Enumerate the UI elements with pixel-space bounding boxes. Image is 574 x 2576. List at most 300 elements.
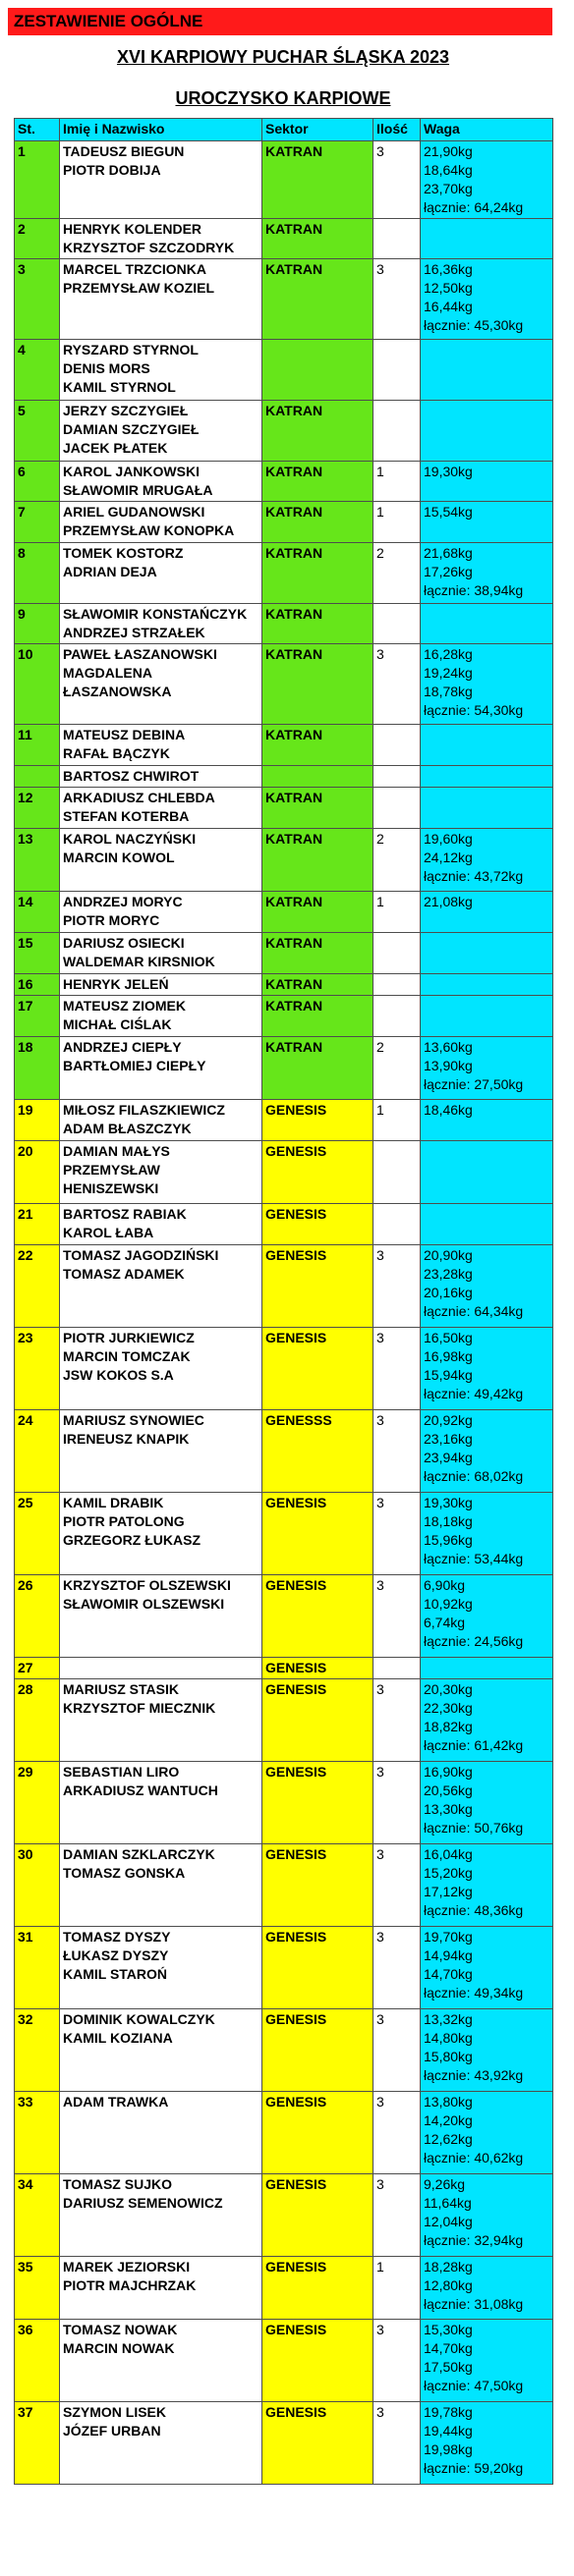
weight-value: 21,68kg [424,545,473,561]
cell-weights [421,996,553,1037]
table-row [15,1844,553,1927]
cell-stanowisko: 13 [15,829,60,892]
weight-value: 6,74kg [424,1615,466,1630]
weight-value: 19,30kg [424,464,473,479]
weight-value: 16,36kg [424,261,473,277]
cell-sector: GENESIS [262,1927,373,2009]
angler-name: DAMIAN SZKLARCZYK [63,1846,215,1862]
angler-name: PRZEMYSŁAW KOZIEL [63,280,214,296]
cell-stanowisko: 24 [15,1410,60,1493]
cell-sector: KATRAN [262,996,373,1037]
cell-stanowisko: 3 [15,259,60,340]
table-row [15,1328,553,1410]
results-table [14,118,553,2485]
weight-value: 20,30kg [424,1681,473,1697]
cell-count [373,401,421,462]
cell-weights [421,2092,553,2174]
cell-sector: KATRAN [262,829,373,892]
angler-name: HENRYK KOLENDER [63,221,202,237]
weight-value: 20,92kg [424,1412,473,1428]
cell-stanowisko: 11 [15,725,60,766]
cell-names [60,1037,262,1100]
angler-name: KAMIL STYRNOL [63,379,176,395]
cell-names [60,141,262,219]
cell-weights [421,1037,553,1100]
cell-stanowisko: 25 [15,1493,60,1575]
cell-stanowisko: 19 [15,1100,60,1141]
cell-weights [421,1575,553,1658]
table-row [15,788,553,829]
cell-weights [421,1245,553,1328]
banner-title: ZESTAWIENIE OGÓLNE [14,12,203,30]
weight-total: łącznie: 45,30kg [424,317,524,333]
angler-name: PIOTR DOBIJA [63,162,161,178]
table-row [15,2174,553,2257]
table-row [15,1658,553,1679]
angler-name: SEBASTIAN LIRO [63,1764,180,1780]
cell-names [60,219,262,259]
weight-value: 16,98kg [424,1348,473,1364]
table-row [15,401,553,462]
weight-total: łącznie: 43,92kg [424,2067,524,2083]
cell-weights [421,2009,553,2092]
cell-stanowisko: 26 [15,1575,60,1658]
cell-weights [421,933,553,974]
angler-name: KRZYSZTOF OLSZEWSKI [63,1577,231,1593]
weight-value: 23,16kg [424,1431,473,1447]
cell-names [60,1575,262,1658]
cell-names [60,2174,262,2257]
weight-value: 23,70kg [424,181,473,196]
angler-name: ŁUKASZ DYSZY [63,1947,169,1963]
cell-weights [421,2402,553,2485]
cell-stanowisko: 15 [15,933,60,974]
weight-total: łącznie: 40,62kg [424,2150,524,2165]
table-row [15,1037,553,1100]
table-row [15,462,553,502]
weight-value: 23,28kg [424,1266,473,1282]
cell-names [60,725,262,766]
weight-value: 23,94kg [424,1450,473,1465]
weight-value: 14,70kg [424,2340,473,2356]
weight-value: 16,50kg [424,1330,473,1345]
cell-count [373,604,421,644]
cell-sector [262,766,373,788]
cell-weights [421,1679,553,1762]
table-row [15,829,553,892]
cell-count: 3 [373,644,421,725]
angler-name: KRZYSZTOF SZCZODRYK [63,240,235,255]
cell-weights [421,1141,553,1204]
cell-stanowisko: 4 [15,340,60,401]
angler-name: DARIUSZ SEMENOWICZ [63,2195,223,2211]
weight-value: 18,28kg [424,2259,473,2275]
angler-name: KAMIL DRABIK [63,1495,164,1510]
cell-sector: GENESIS [262,1141,373,1204]
header-name: Imię i Nazwisko [60,119,262,141]
weight-value: 14,94kg [424,1947,473,1963]
angler-name: DENIS MORS [63,360,150,376]
weight-total: łącznie: 53,44kg [424,1551,524,1566]
weight-value: 20,56kg [424,1782,473,1798]
table-row [15,933,553,974]
weight-value: 16,90kg [424,1764,473,1780]
weight-value: 21,90kg [424,143,473,159]
cell-weights [421,1762,553,1844]
angler-name: MATEUSZ ZIOMEK [63,998,186,1014]
weight-value: 18,64kg [424,162,473,178]
weight-total: łącznie: 47,50kg [424,2378,524,2393]
cell-stanowisko: 36 [15,2320,60,2402]
angler-name: SŁAWOMIR OLSZEWSKI [63,1596,225,1612]
weight-value: 18,18kg [424,1513,473,1529]
weight-value: 19,70kg [424,1929,473,1945]
angler-name: HENRYK JELEŃ [63,976,169,992]
angler-name: ADAM BŁASZCZYK [63,1121,192,1136]
cell-weights [421,644,553,725]
angler-name: KRZYSZTOF MIECZNIK [63,1700,216,1716]
cell-weights [421,2174,553,2257]
cell-stanowisko: 22 [15,1245,60,1328]
cell-stanowisko: 7 [15,502,60,543]
cell-sector: GENESIS [262,1844,373,1927]
cell-count: 2 [373,1037,421,1100]
weight-value: 12,50kg [424,280,473,296]
cell-sector: KATRAN [262,933,373,974]
weight-total: łącznie: 43,72kg [424,868,524,884]
cell-count [373,725,421,766]
weight-value: 22,30kg [424,1700,473,1716]
cell-weights [421,401,553,462]
angler-name: TOMASZ SUJKO [63,2176,172,2192]
weight-value: 15,54kg [424,504,473,520]
weight-value: 24,12kg [424,850,473,865]
cell-weights [421,1493,553,1575]
weight-value: 13,30kg [424,1801,473,1817]
cell-stanowisko: 10 [15,644,60,725]
cell-sector: GENESIS [262,1204,373,1245]
weight-value: 14,20kg [424,2112,473,2128]
angler-name: KAROL JANKOWSKI [63,464,200,479]
cell-sector: KATRAN [262,644,373,725]
weight-value: 17,26kg [424,564,473,579]
cell-sector: KATRAN [262,462,373,502]
weight-value: 13,32kg [424,2011,473,2027]
angler-name: JACEK PŁATEK [63,440,168,456]
table-header-row [15,119,553,141]
cell-count: 3 [373,1927,421,2009]
cell-names [60,1410,262,1493]
table-row [15,1679,553,1762]
cell-sector: GENESIS [262,2320,373,2402]
table-row [15,259,553,340]
weight-total: łącznie: 61,42kg [424,1737,524,1753]
table-row [15,1575,553,1658]
header-sector: Sektor [262,119,373,141]
table-row [15,1410,553,1493]
cell-weights [421,1204,553,1245]
weight-value: 17,12kg [424,1884,473,1899]
angler-name: PIOTR MORYC [63,912,160,928]
weight-value: 16,04kg [424,1846,473,1862]
cell-sector: GENESIS [262,2174,373,2257]
table-row [15,996,553,1037]
cell-weights [421,725,553,766]
cell-stanowisko: 35 [15,2257,60,2320]
cell-count: 2 [373,829,421,892]
table-row [15,604,553,644]
cell-weights [421,2320,553,2402]
angler-name: ARKADIUSZ CHLEBDA [63,790,215,805]
weight-value: 16,44kg [424,299,473,314]
cell-weights [421,1328,553,1410]
cell-sector: KATRAN [262,974,373,996]
cell-count: 1 [373,2257,421,2320]
angler-name: KAROL ŁABA [63,1225,154,1240]
angler-name: BARTOSZ RABIAK [63,1206,187,1222]
cell-weights [421,462,553,502]
results-sheet [14,35,552,2485]
cell-weights [421,1410,553,1493]
cell-sector: GENESIS [262,1245,373,1328]
cell-names [60,788,262,829]
cell-stanowisko [15,766,60,788]
cell-names [60,1245,262,1328]
angler-name: ARIEL GUDANOWSKI [63,504,205,520]
angler-name: HENISZEWSKI [63,1180,159,1196]
cell-names [60,2009,262,2092]
cell-sector: KATRAN [262,543,373,604]
weight-value: 20,16kg [424,1285,473,1300]
angler-name: MARCIN KOWOL [63,850,175,865]
weight-value: 19,44kg [424,2423,473,2439]
cell-sector: KATRAN [262,725,373,766]
cell-sector: GENESIS [262,2257,373,2320]
angler-name: MARCIN NOWAK [63,2340,175,2356]
weight-value: 11,64kg [424,2195,472,2211]
angler-name: PRZEMYSŁAW [63,1162,160,1178]
angler-name: MATEUSZ DEBINA [63,727,186,742]
angler-name: ARKADIUSZ WANTUCH [63,1782,218,1798]
cell-weights [421,219,553,259]
cell-weights [421,259,553,340]
cell-sector: GENESIS [262,1679,373,1762]
page-title: XVI KARPIOWY PUCHAR ŚLĄSKA 2023 [116,47,450,67]
weight-value: 17,50kg [424,2359,473,2375]
cell-names [60,462,262,502]
cell-names [60,1328,262,1410]
cell-stanowisko: 18 [15,1037,60,1100]
cell-names [60,933,262,974]
cell-sector: KATRAN [262,219,373,259]
table-row [15,2320,553,2402]
angler-name: TOMASZ JAGODZIŃSKI [63,1247,219,1263]
angler-name: DAMIAN SZCZYGIEŁ [63,421,200,437]
cell-sector [262,340,373,401]
cell-names [60,1493,262,1575]
cell-stanowisko: 34 [15,2174,60,2257]
table-row [15,1927,553,2009]
cell-names [60,1658,262,1679]
cell-stanowisko: 31 [15,1927,60,2009]
angler-name: MARCIN TOMCZAK [63,1348,191,1364]
weight-value: 15,96kg [424,1532,473,1548]
cell-names [60,829,262,892]
weight-total: łącznie: 68,02kg [424,1468,524,1484]
table-row [15,1204,553,1245]
angler-name: KAMIL STAROŃ [63,1966,168,1982]
angler-name: DOMINIK KOWALCZYK [63,2011,215,2027]
cell-weights [421,543,553,604]
cell-sector: GENESSS [262,1410,373,1493]
cell-count: 3 [373,1575,421,1658]
cell-stanowisko: 16 [15,974,60,996]
cell-names [60,1927,262,2009]
cell-names [60,1679,262,1762]
cell-count: 3 [373,2092,421,2174]
table-row [15,2009,553,2092]
cell-names [60,2257,262,2320]
cell-weights [421,2257,553,2320]
cell-sector: KATRAN [262,788,373,829]
cell-count [373,974,421,996]
angler-name: MARIUSZ STASIK [63,1681,179,1697]
angler-name: ANDRZEJ STRZAŁEK [63,625,205,640]
header-stanowisko: St. [15,119,60,141]
cell-count [373,1141,421,1204]
cell-count: 1 [373,462,421,502]
cell-names [60,1844,262,1927]
cell-sector: GENESIS [262,1493,373,1575]
angler-name: SŁAWOMIR MRUGAŁA [63,482,213,498]
angler-name: MAGDALENA [63,665,152,681]
cell-count: 3 [373,1844,421,1927]
cell-weights [421,974,553,996]
weight-value: 6,90kg [424,1577,466,1593]
weight-value: 18,82kg [424,1719,473,1734]
angler-name: PIOTR JURKIEWICZ [63,1330,195,1345]
table-row [15,892,553,933]
cell-count: 3 [373,1762,421,1844]
weight-value: 19,78kg [424,2404,473,2420]
cell-stanowisko: 29 [15,1762,60,1844]
cell-names [60,502,262,543]
table-row [15,1100,553,1141]
cell-names [60,1762,262,1844]
table-row [15,725,553,766]
cell-count [373,219,421,259]
cell-count: 3 [373,1679,421,1762]
cell-sector: GENESIS [262,1575,373,1658]
weight-value: 15,20kg [424,1865,473,1881]
cell-count: 3 [373,2009,421,2092]
cell-stanowisko: 5 [15,401,60,462]
angler-name: MICHAŁ CIŚLAK [63,1016,172,1032]
cell-count: 3 [373,1245,421,1328]
weight-value: 18,78kg [424,684,473,699]
weight-value: 12,80kg [424,2277,473,2293]
cell-weights [421,766,553,788]
cell-sector: GENESIS [262,1328,373,1410]
cell-sector: KATRAN [262,1037,373,1100]
cell-weights [421,1658,553,1679]
cell-stanowisko: 28 [15,1679,60,1762]
angler-name: RAFAŁ BĄCZYK [63,745,170,761]
angler-name: TOMASZ NOWAK [63,2322,178,2337]
angler-name: TOMASZ GONSKA [63,1865,186,1881]
cell-stanowisko: 14 [15,892,60,933]
angler-name: KAMIL KOZIANA [63,2030,173,2046]
angler-name: DAMIAN MAŁYS [63,1143,170,1159]
weight-value: 14,80kg [424,2030,473,2046]
cell-count [373,996,421,1037]
cell-sector: GENESIS [262,1658,373,1679]
page-subtitle: UROCZYSKO KARPIOWE [175,88,391,108]
angler-name: PIOTR PATOLONG [63,1513,185,1529]
weight-value: 12,62kg [424,2131,473,2147]
cell-stanowisko: 6 [15,462,60,502]
angler-name: ANDRZEJ MORYC [63,894,183,909]
cell-stanowisko: 17 [15,996,60,1037]
weight-value: 13,80kg [424,2094,473,2110]
cell-count [373,788,421,829]
weight-value: 15,80kg [424,2049,473,2064]
angler-name: SŁAWOMIR KONSTAŃCZYK [63,606,248,622]
cell-names [60,1141,262,1204]
cell-stanowisko: 37 [15,2402,60,2485]
cell-names [60,2402,262,2485]
weight-total: łącznie: 59,20kg [424,2460,524,2476]
cell-count [373,933,421,974]
cell-names [60,2092,262,2174]
cell-names [60,2320,262,2402]
cell-stanowisko: 30 [15,1844,60,1927]
weight-total: łącznie: 32,94kg [424,2232,524,2248]
cell-stanowisko: 12 [15,788,60,829]
table-row [15,766,553,788]
table-row [15,502,553,543]
cell-sector: KATRAN [262,141,373,219]
cell-sector: GENESIS [262,2009,373,2092]
angler-name: ADRIAN DEJA [63,564,157,579]
cell-names [60,401,262,462]
cell-count: 2 [373,543,421,604]
cell-names [60,892,262,933]
angler-name: ŁASZANOWSKA [63,684,172,699]
cell-count: 3 [373,1493,421,1575]
weight-value: 12,04kg [424,2214,473,2229]
cell-weights [421,892,553,933]
cell-sector: KATRAN [262,401,373,462]
weight-value: 14,70kg [424,1966,473,1982]
cell-weights [421,141,553,219]
table-row [15,644,553,725]
weight-value: 15,30kg [424,2322,473,2337]
cell-sector: GENESIS [262,1762,373,1844]
cell-names [60,1204,262,1245]
cell-count: 1 [373,502,421,543]
table-row [15,1141,553,1204]
cell-sector: GENESIS [262,2402,373,2485]
weight-value: 13,90kg [424,1058,473,1073]
table-row [15,2402,553,2485]
cell-stanowisko: 33 [15,2092,60,2174]
table-row [15,141,553,219]
cell-names [60,543,262,604]
cell-count [373,1658,421,1679]
banner [8,8,552,35]
table-row [15,1245,553,1328]
